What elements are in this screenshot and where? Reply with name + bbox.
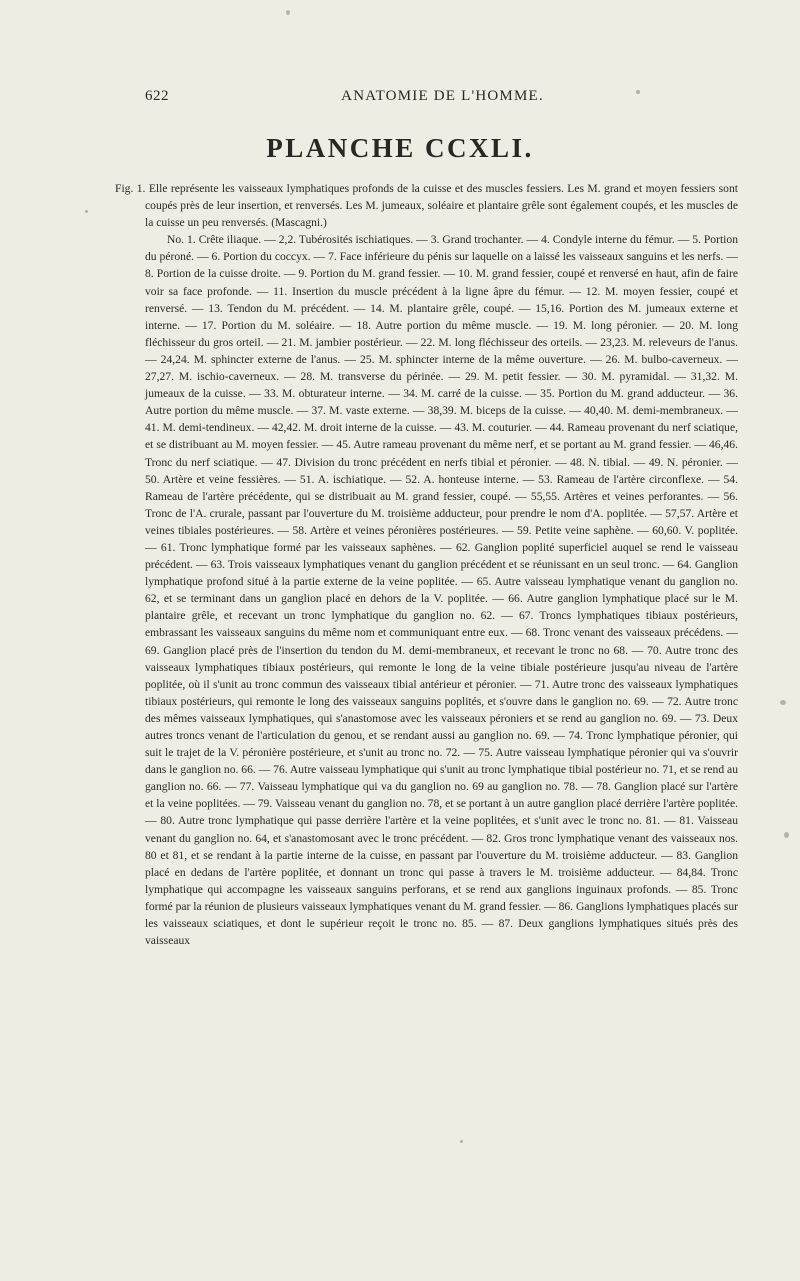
running-title: ANATOMIE DE L'HOMME. <box>341 88 544 104</box>
figure-intro: Elle représente les vaisseaux lymphatiques profonds de la cuisse et des muscles fessiers. Les M. grand et moyen fessiers sont coupés près de leur insertion, et renversés. Les M. jumeaux, soléaire et plantaire grêle sont également coupés, et les muscles de la cuisse un peu renversés. (Mascagni.) <box>145 182 738 230</box>
figure-label: Fig. 1. <box>115 182 146 195</box>
running-head <box>145 88 740 108</box>
figure-description <box>115 180 738 949</box>
figure-intro-paragraph <box>115 180 738 231</box>
plate-title: PLANCHE CCXLI. <box>266 133 534 163</box>
page-number: 622 <box>145 88 169 104</box>
figure-legend: No. 1. Crête iliaque. — 2,2. Tubérosités ischiatiques. — 3. Grand trochanter. — 4. Condyle interne du fémur. — 5. Portion du péroné. — 6. Portion du coccyx. — 7. Face inférieure du pénis sur laquelle on a laissé les vaisseaux sanguins et les nerfs. — 8. Portion de la cuisse droite. — 9. Portion du M. grand fessier. — 10. M. grand fessier, coupé et renversé en haut, afin de faire voir sa face profonde. — 11. Insertion du muscle précédent à la ligne âpre du fémur. — 12. M. moyen fessier, coupé et renversé. — 13. Tendon du M. précédent. — 14. M. plantaire grêle, coupé. — 15,16. Portion des M. jumeaux externe et interne. — 17. Portion du M. soléaire. — 18. Autre portion du même muscle. — 19. M. long péronier. — 20. M. long fléchisseur du gros orteil. — 21. M. jambier postérieur. — 22. M. long fléchisseur des orteils. — 23,23. M. releveurs de l'anus. — 24,24. M. sphincter externe de l'anus. — 25. M. sphincter interne de la même ouverture. — 26. M. bulbo-caverneux. — 27,27. M. ischio-caverneux. — 28. M. transverse du périnée. — 29. M. petit fessier. — 30. M. pyramidal. — 31,32. M. jumeaux de la cuisse. — 33. M. obturateur interne. — 34. M. carré de la cuisse. — 35. Portion du M. grand adducteur. — 36. Autre portion du même muscle. — 37. M. vaste externe. — 38,39. M. biceps de la cuisse. — 40,40. M. demi-membraneux. — 41. M. demi-tendineux. — 42,42. M. droit interne de la cuisse. — 43. M. couturier. — 44. Rameau provenant du nerf sciatique, et se distribuant au M. moyen fessier. — 45. Autre rameau provenant du même nerf, et se portant au M. grand fessier. — 46,46. Tronc du nerf sciatique. — 47. Division du tronc précédent en nerfs tibial et péronier. — 48. N. tibial. — 49. N. péronier. — 50. Artère et veine fessières. — 51. A. ischiatique. — 52. A. honteuse interne. — 53. Rameau de l'artère circonflexe. — 54. Rameau de l'artère précédente, qui se distribuait au M. grand fessier, coupé. — 55,55. Artères et veines perforantes. — 56. Tronc de l'A. crurale, passant par l'ouverture du M. troisième adducteur, pour prendre le nom d'A. poplitée. — 57,57. Artère et veines tibiales postérieures. — 58. Artère et veines péronières postérieures. — 59. Petite veine saphène. — 60,60. V. poplitée. — 61. Tronc lymphatique formé par les vaisseaux saphènes. — 62. Ganglion poplité superficiel auquel se rend le vaisseau précédent. — 63. Trois vaisseaux lymphatiques venant du ganglion précédent et se réunissant en un seul tronc. — 64. Ganglion lymphatique profond situé à la partie externe de la veine poplitée. — 65. Autre vaisseau lymphatique venant du ganglion no. 62, et se terminant dans un ganglion placé en dehors de la V. poplitée. — 66. Autre ganglion lymphatique placé sur le M. plantaire grêle, et recevant un tronc lymphatique du ganglion no. 62. — 67. Troncs lymphatiques tibiaux postérieurs, embrassant les vaisseaux sanguins du même nom et communiquant entre eux. — 68. Tronc venant des vaisseaux précédens. — 69. Ganglion placé près de l'insertion du tendon du M. demi-membraneux, et recevant le tronc no 68. — 70. Autre tronc des vaisseaux lymphatiques tibiaux postérieurs, qui remonte le long de la veine tibiale postérieure jusqu'au niveau de l'artère poplitée, où il s'unit au tronc commun des vaisseaux tibial antérieur et péronier. — 71. Autre tronc des vaisseaux lymphatiques tibiaux postérieurs, qui remonte le long des vaisseaux sanguins poplités, et s'ouvre dans le ganglion no. 69. — 72. Autre tronc des mêmes vaisseaux lymphatiques, qui s'anastomose avec les vaisseaux péroniers et se rend au ganglion no. 69. — 73. Deux autres troncs venant de l'articulation du genou, et se rendant aussi au ganglion no. 69. — 74. Tronc lymphatique péronier, qui suit le trajet de la V. péronière postérieure, et s'unit au tronc no. 72. — 75. Autre vaisseau lymphatique péronier qui va s'ouvrir dans le ganglion no. 66. — 76. Autre vaisseau lymphatique qui s'unit au tronc lymphatique tibial postérieur no. 71, et se rend au ganglion no. 66. — 77. Vaisseau lymphatique qui va du ganglion no. 69 au ganglion no. 78. — 78. Ganglion placé sur l'artère et la veine poplitées. — 79. Vaisseau venant du ganglion no. 78, et se portant à un autre ganglion placé derrière l'artère poplitée. — 80. Autre tronc lymphatique qui passe derrière l'artère et la veine poplitées, et s'unit avec le tronc no. 81. — 81. Vaisseau venant du ganglion no. 64, et s'anastomosant avec le tronc précédent. — 82. Gros tronc lymphatique venant des vaisseaux nos. 80 et 81, et se rendant à la partie interne de la cuisse, en passant par l'ouverture du M. troisième adducteur. — 83. Ganglion placé en dedans de l'artère poplitée, et donnant un tronc qui passe à travers le M. troisième adducteur. — 84,84. Tronc lymphatique qui accompagne les vaisseaux sanguins perforans, et se rend aux ganglions inguinaux profonds. — 85. Tronc formé par la réunion de plusieurs vaisseaux lymphatiques venant du M. grand fessier. — 86. Ganglions lymphatiques placés sur les vaisseaux sciatiques, et dont le supérieur reçoit le tronc no. 85. — 87. Deux ganglions lymphatiques situés près des vaisseaux <box>145 233 738 948</box>
